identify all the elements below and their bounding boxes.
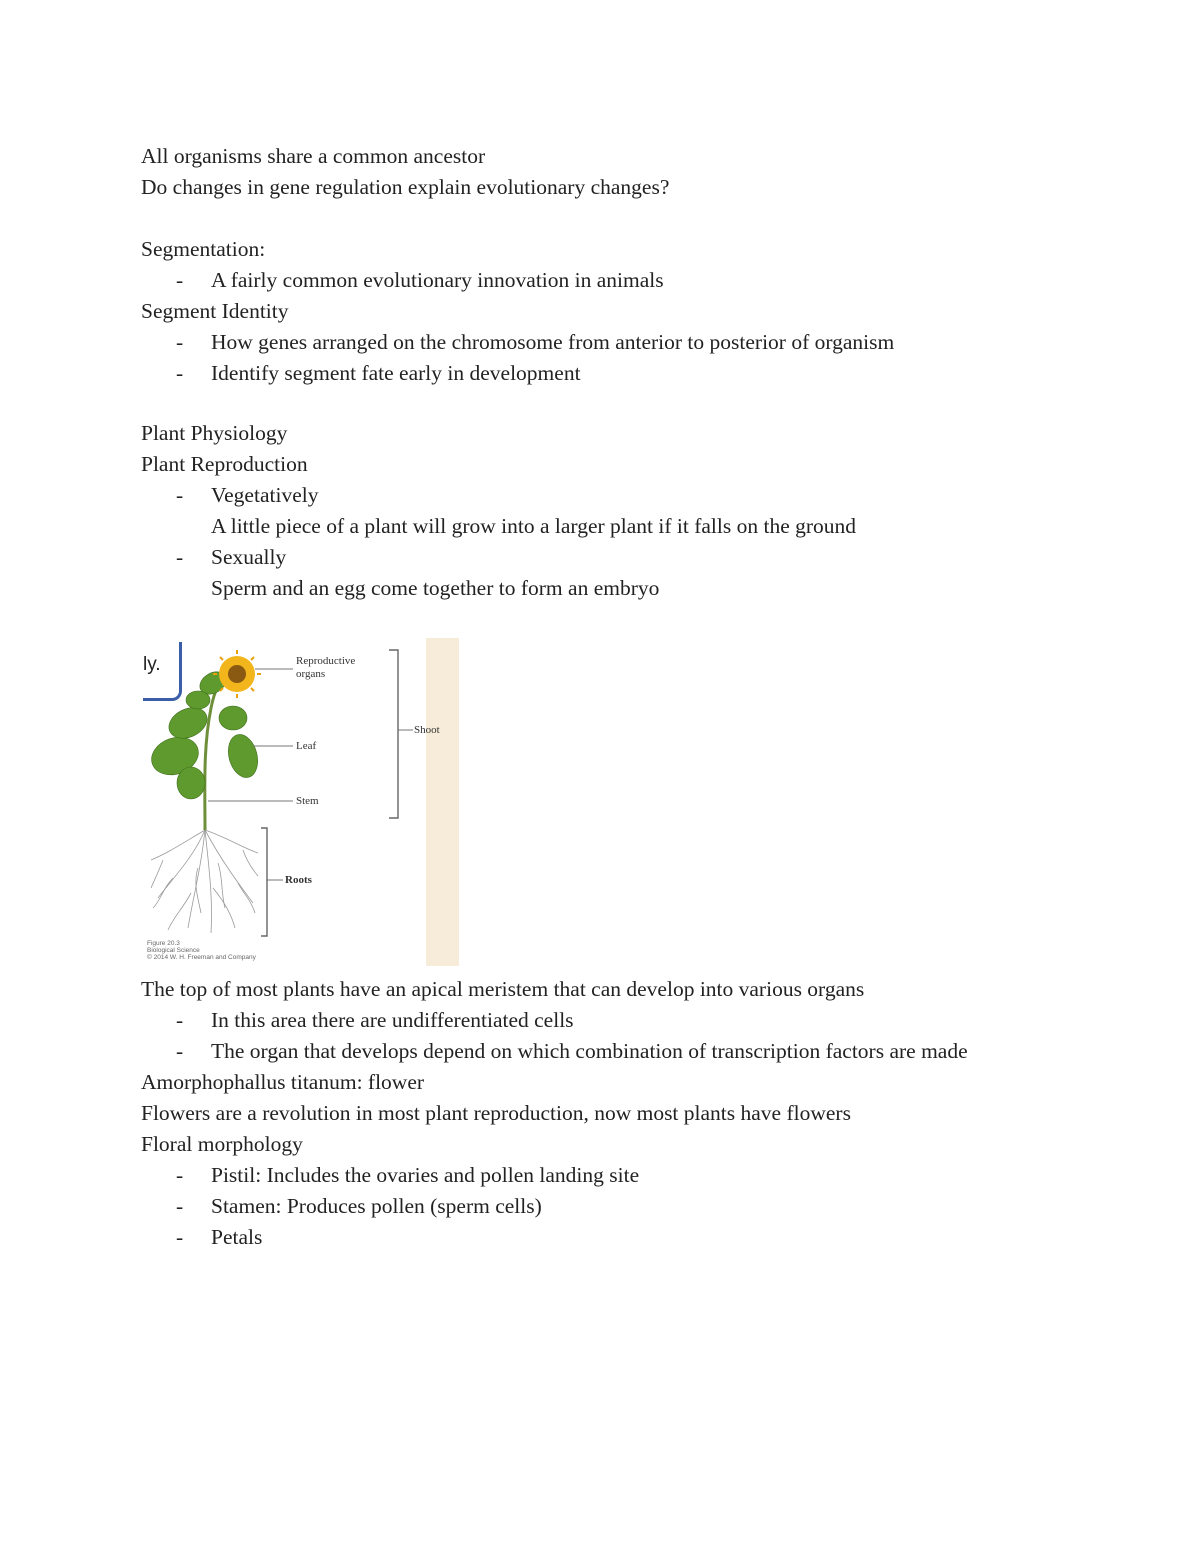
bullet-detail: A little piece of a plant will grow into a larger plant if it falls on the ground [211,514,857,538]
bullet-dash: - [176,1194,184,1218]
text-line: Amorphophallus titanum: flower [141,1070,425,1094]
label-shoot: Shoot [414,724,440,736]
bullet-dash: - [176,1008,184,1032]
bullet-text: Sexually [211,545,287,569]
bullet-text: Stamen: Produces pollen (sperm cells) [211,1194,542,1218]
plant-anatomy-figure [143,638,459,966]
bullet-dash: - [176,268,184,292]
bullet-dash: - [176,330,184,354]
text-line: All organisms share a common ancestor [141,144,486,168]
text-line: Flowers are a revolution in most plant reproduction, now most plants have flowers [141,1101,851,1125]
bullet-text: Identify segment fate early in development [211,361,581,385]
bullet-text: Vegetatively [211,483,319,507]
text-line: Do changes in gene regulation explain evolutionary changes? [141,175,670,199]
label-reproductive-organs [296,655,355,681]
callout-text: ly. [143,654,161,675]
bullet-dash: - [176,361,184,385]
label-roots: Roots [285,874,312,886]
heading-plant-physiology: Plant Physiology [141,421,288,445]
heading-floral-morphology: Floral morphology [141,1132,303,1156]
bullet-dash: - [176,1225,184,1249]
bullet-text: Pistil: Includes the ovaries and pollen landing site [211,1163,640,1187]
bullet-dash: - [176,1039,184,1063]
credit-line: © 2014 W. H. Freeman and Company [147,954,256,961]
figure-credit [147,940,267,961]
label-reproductive-line1: Reproductive [296,655,356,667]
roots-drawing [151,830,258,933]
bullet-text: A fairly common evolutionary innovation in animals [211,268,664,292]
bullet-dash: - [176,1163,184,1187]
bullet-text: How genes arranged on the chromosome from anterior to posterior of organism [211,330,895,354]
bullet-dash: - [176,545,184,569]
bullet-dash: - [176,483,184,507]
bullet-text: The organ that develops depend on which combination of transcription factors are made [211,1039,968,1063]
bullet-text: Petals [211,1225,263,1249]
bullet-detail: Sperm and an egg come together to form an embryo [211,576,660,600]
credit-line: Biological Science [147,947,200,954]
bullet-text: In this area there are undifferentiated cells [211,1008,574,1032]
heading-plant-reproduction: Plant Reproduction [141,452,308,476]
label-reproductive-line2: organs [296,668,326,680]
label-stem: Stem [296,795,319,807]
roots-bracket [261,828,267,936]
shoot-bracket [389,650,398,818]
heading-segment-identity: Segment Identity [141,299,289,323]
sunflower-head-drawing [213,650,261,698]
text-line: The top of most plants have an apical meristem that can develop into various organs [141,977,865,1001]
label-leaf: Leaf [296,740,317,752]
heading-segmentation: Segmentation: [141,237,266,261]
credit-line: Figure 20.3 [147,940,180,947]
